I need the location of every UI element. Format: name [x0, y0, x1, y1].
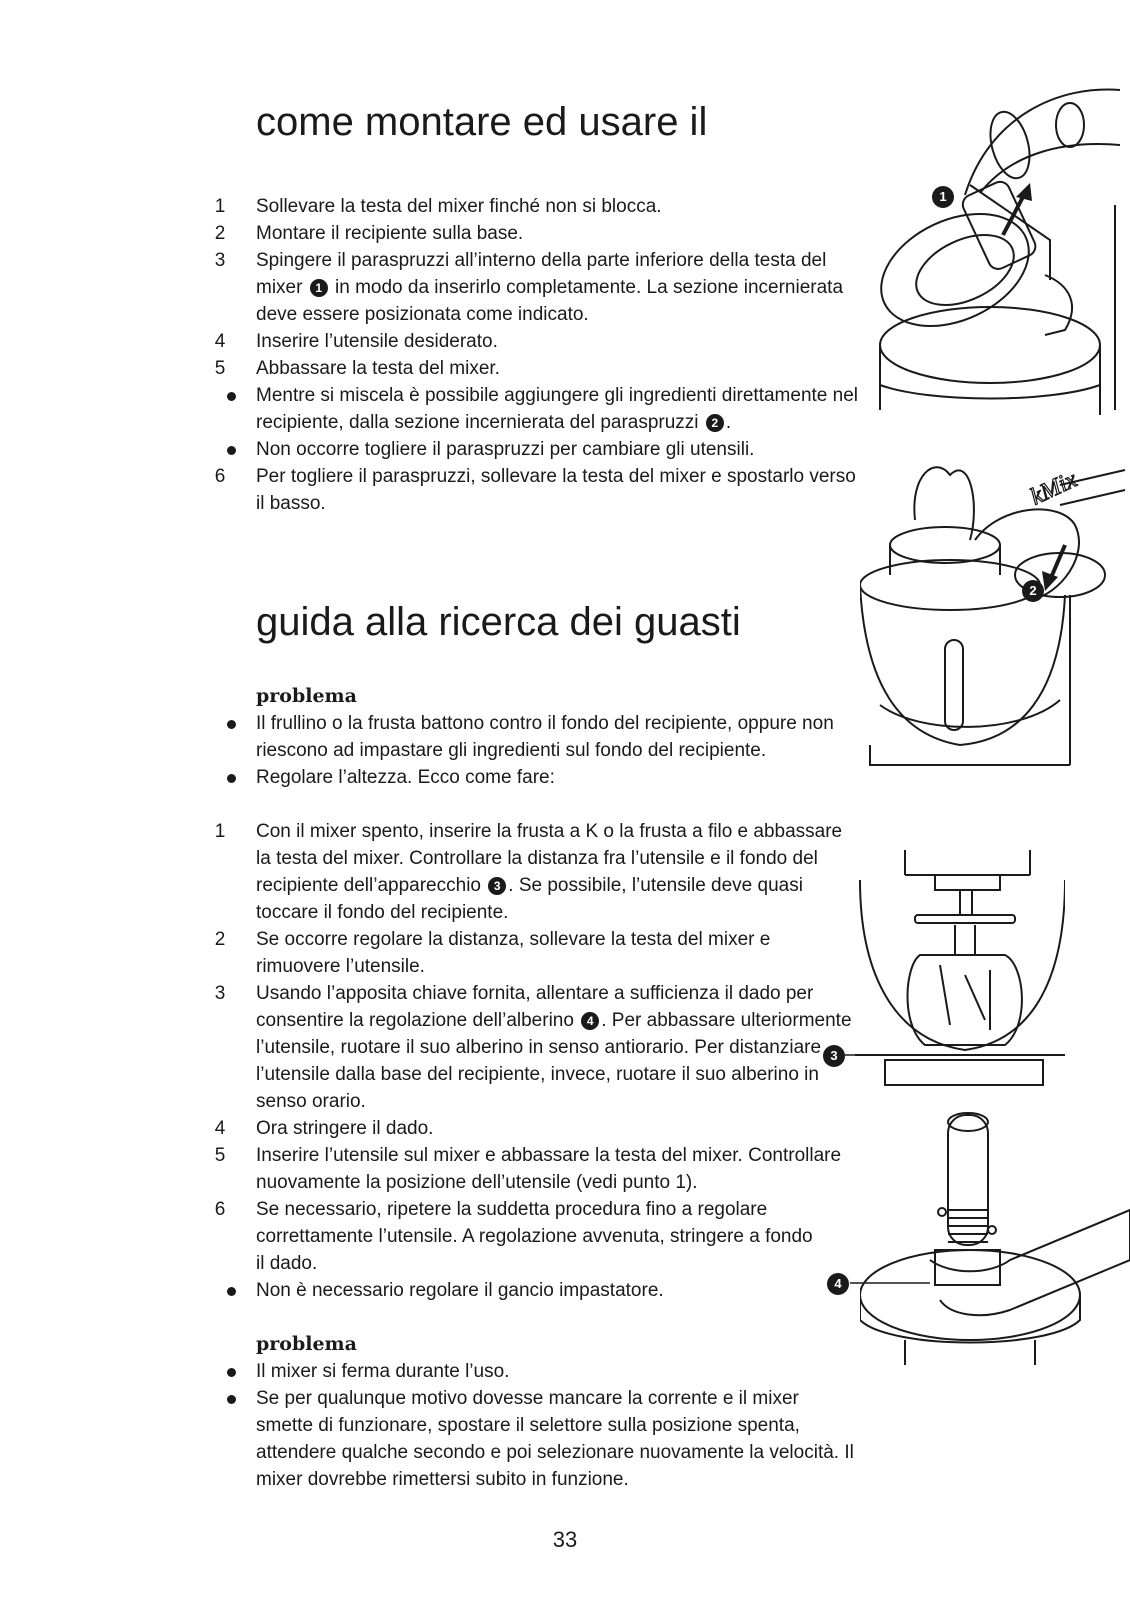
solution-text: Se per qualunque motivo dovesse mancare la corrente e il mixer smette di funzionare, spostare il selettore sulla posizione spenta, attendere qualche secondo e poi selezionare nuovamente la velocità. Il mixer dovrebbe rimettersi subito in funzione. [256, 1388, 854, 1490]
note-item [0, 1277, 870, 1304]
step-text: Per togliere il paraspruzzi, sollevare la testa del mixer e spostarlo verso il basso. [256, 466, 856, 514]
splash-guard-fitted-illustration [860, 445, 1130, 785]
leader-line [850, 1278, 930, 1288]
step-number: 2 [214, 929, 226, 950]
step-number: 4 [214, 331, 226, 352]
step-text: Montare il recipiente sulla base. [256, 223, 524, 244]
bullet-icon [227, 1395, 236, 1404]
solution-item [0, 764, 870, 791]
section-title-assembly: come montare ed usare il [256, 100, 708, 144]
brand-logo-text: kMix [1026, 466, 1082, 511]
step-text: Usando l’apposita chiave fornita, allentare a sufficienza il dado per consentire la regolazione dell’alberino 4 . Per abbassare ulteriormente l’utensile, ruotare il suo alberino in senso antiorario. Per distanziare l’utensile dalla base del recipiente, invece, ruotare il suo alberino in senso orario. [256, 983, 852, 1112]
list-item [0, 382, 870, 436]
figure-ref-badge: 3 [488, 877, 506, 895]
step-text: Ora stringere il dado. [256, 1118, 434, 1139]
problem-text: Il frullino o la frusta battono contro il fondo del recipiente, oppure non riescono ad impastare gli ingredienti sul fondo del recipiente. [256, 713, 834, 761]
list-item [0, 436, 870, 463]
list-item [0, 980, 870, 1115]
solution-item [0, 1385, 870, 1493]
figure-label-2: 2 [1022, 580, 1044, 602]
step-text: Se occorre regolare la distanza, sollevare la testa del mixer e rimuovere l’utensile. [256, 929, 771, 977]
step-number: 1 [214, 821, 226, 842]
list-item [0, 1142, 870, 1196]
figure-ref-badge: 2 [706, 414, 724, 432]
list-item [0, 818, 870, 926]
list-item [0, 1115, 870, 1142]
leader-line [845, 1050, 925, 1060]
step-text: Sollevare la testa del mixer finché non si blocca. [256, 196, 662, 217]
step-text: Con il mixer spento, inserire la frusta a K o la frusta a filo e abbassare la testa del mixer. Controllare la distanza fra l’utensile e il fondo del recipiente dell’apparecchio 3 . Se possibile, l’utensile deve quasi toccare il fondo del recipiente. [256, 821, 843, 923]
section-title-troubleshooting: guida alla ricerca dei guasti [256, 600, 741, 644]
figure-label-3: 3 [823, 1045, 845, 1067]
step-number: 6 [214, 1199, 226, 1220]
step-text: Abbassare la testa del mixer. [256, 358, 500, 379]
note-text: Non è necessario regolare il gancio impastatore. [256, 1280, 664, 1301]
bullet-icon [227, 720, 236, 729]
step-number: 3 [214, 250, 226, 271]
bullet-icon [227, 392, 236, 401]
step-number: 5 [214, 358, 226, 379]
figure-label-1: 1 [932, 186, 954, 208]
assembly-steps-list [0, 193, 870, 517]
list-item [0, 926, 870, 980]
list-item [0, 463, 870, 517]
step-number: 2 [214, 223, 226, 244]
list-item [0, 1196, 870, 1277]
figure-ref-badge: 1 [310, 279, 328, 297]
bullet-icon [227, 446, 236, 455]
list-item [0, 220, 870, 247]
problem-heading: problema [256, 685, 357, 707]
step-text: Spingere il paraspruzzi all’interno della parte inferiore della testa del mixer 1 in modo da inserirlo completamente. La sezione incernierata deve essere posizionata come indicato. [256, 250, 844, 325]
bullet-icon [227, 1368, 236, 1377]
step-text: Non occorre togliere il paraspruzzi per cambiare gli utensili. [256, 439, 755, 460]
problem-heading: problema [256, 1333, 357, 1355]
step-number: 1 [214, 196, 226, 217]
step-text: Inserire l’utensile sul mixer e abbassare la testa del mixer. Controllare nuovamente la posizione dell’utensile (vedi punto 1). [256, 1145, 842, 1193]
spanner-adjustment-illustration [860, 1110, 1130, 1370]
figure-ref-badge: 4 [581, 1012, 599, 1030]
bullet-icon [227, 774, 236, 783]
step-number: 6 [214, 466, 226, 487]
step-number: 3 [214, 983, 226, 1004]
step-text: Se necessario, ripetere la suddetta procedura fino a regolare correttamente l’utensile. A regolazione avvenuta, stringere a fondo il dado. [256, 1199, 813, 1274]
list-item [0, 328, 870, 355]
troubleshooting-list [0, 683, 870, 1493]
splash-guard-fitting-illustration [870, 85, 1130, 420]
solution-text: Regolare l’altezza. Ecco come fare: [256, 767, 555, 788]
list-item [0, 247, 870, 328]
step-number: 5 [214, 1145, 226, 1166]
problem-item [0, 1358, 870, 1385]
list-item [0, 193, 870, 220]
step-number: 4 [214, 1118, 226, 1139]
problem-item [0, 710, 870, 764]
bullet-icon [227, 1287, 236, 1296]
problem-text: Il mixer si ferma durante l’uso. [256, 1361, 510, 1382]
page-number: 33 [552, 1527, 578, 1552]
step-text: Mentre si miscela è possibile aggiungere gli ingredienti direttamente nel recipiente, dalla sezione incernierata del paraspruzzi 2 . [256, 385, 858, 433]
list-item [0, 355, 870, 382]
step-text: Inserire l’utensile desiderato. [256, 331, 498, 352]
figure-label-4: 4 [827, 1273, 849, 1295]
